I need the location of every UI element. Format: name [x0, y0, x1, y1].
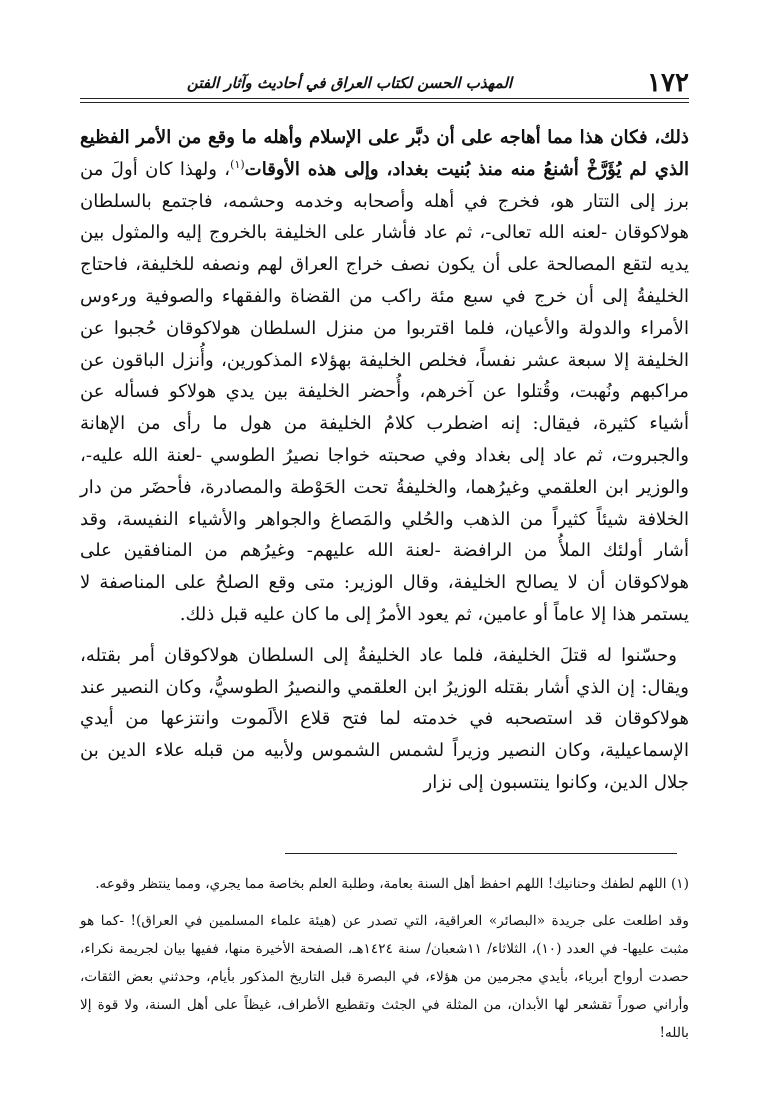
running-title: المهذب الحسن لكتاب العراق في أحاديث وآثار الفتن [186, 74, 513, 92]
main-text [80, 122, 689, 799]
footnote-rule [285, 853, 677, 854]
paragraph-1-rest: ، ولهذا كان أولَ من برز إلى التتار هو، فخرج في أهله وأصحابه وخدمه وحشمه، فاجتمع بالسلطان هولاكوقان -لعنه الله تعالى-، ثم عاد فأشار على الخليفة بالخروج إليه والمثول بين يديه لتقع المصالحة على أن يكون نصف خراج العراق لهم ونصفه للخليفة، فاحتاج الخليفةُ إلى أن خرج في سبع مئة راكب من القضاة والفقهاء والصوفية ورءوس الأمراء والدولة والأعيان، فلما اقتربوا من منزل السلطان هولاكوقان حُجبوا عن الخليفة إلا سبعة عشر نفساً، فخلص الخليفة بهؤلاء المذكورين، وأُنزل الباقون عن مراكبهم ونُهبت، وقُتلوا عن آخرهم، وأُحضر الخليفة بين يدي هولاكو فسأله عن أشياء كثيرة، فيقال: إنه اضطرب كلامُ الخليفة من هول ما رأى من الإهانة والجبروت، ثم عاد إلى بغداد وفي صحبته خواجا نصيرُ الطوسي -لعنة الله عليه-، والوزير ابن العلقمي وغيرُهما، والخليفةُ تحت الحَوْطة والمصادرة، فأحضَر من دار الخلافة شيئاً كثيراً من الذهب والحُلي والمَصاغ والجواهر والأشياء النفيسة، وقد أشار أولئك الملأُ من الرافضة -لعنة الله عليهم- وغيرُهم من المنافقين على هولاكوقان أن لا يصالح الخليفة، وقال الوزير: متى وقع الصلحُ على المناصفة لا يستمر هذا إلا عاماً أو عامين، ثم يعود الأمرُ إلى ما كان عليه قبل ذلك. [80, 158, 689, 625]
paragraph-1 [80, 122, 689, 631]
footnote-1-continuation: وقد اطلعت على جريدة «البصائر» العراقية، التي تصدر عن (هيئة علماء المسلمين في العراق)! -كما هو مثبت عليها- في العدد (١٠)، الثلاثاء/ ١١شعبان/ سنة ١٤٢٤هـ، الصفحة الأخيرة منها، ففيها بيان لجريمة نكراء، حصدت أرواح أبرياء، بأيدي مجرمين من هؤلاء، في البصرة قبل التاريخ المذكور بأيام، وحدثني بعض الثقات، وأراني صوراً تقشعر لها الأبدان، من المثلة في الجثث وتقطيع الأطراف، غيظاً على أهل السنة، ولا قوة إلا بالله! [80, 913, 689, 1041]
footnote-ref-1[interactable]: (١) [230, 157, 245, 171]
header-rule [80, 98, 689, 103]
paragraph-2: وحسّنوا له قتلَ الخليفة، فلما عاد الخليفةُ إلى السلطان هولاكوقان أمر بقتله، ويقال: إن الذي أشار بقتله الوزيرُ ابن العلقمي والنصيرُ الطوسيُّ، وكان النصير عند هولاكوقان قد استصحبه في خدمته لما فتح قلاع الألَموت وانتزعها من أيدي الإسماعيلية، وكان النصير وزيراً لشمس الشموس ولأبيه من قبله علاء الدين بن جلال الدين، وكانوا ينتسبون إلى نزار [80, 644, 689, 793]
running-header [80, 68, 689, 98]
page-number: ١٧٢ [647, 68, 689, 98]
footnotes [80, 870, 689, 1047]
paragraph-1-lead: ذلك، فكان هذا مما أهاجه على أن دبَّر على الإسلام وأهله ما وقع من الأمر الفظيع الذي لم يُؤَرَّخْ أشنعُ منه منذ بُنيت بغداد، وإلى هذه الأوقات [80, 127, 689, 180]
footnote-1: (١) اللهم لطفك وحنانيك! اللهم احفظ أهل السنة بعامة، وطلبة العلم بخاصة مما يجري، ومما ينتظر وقوعه. [95, 876, 689, 892]
